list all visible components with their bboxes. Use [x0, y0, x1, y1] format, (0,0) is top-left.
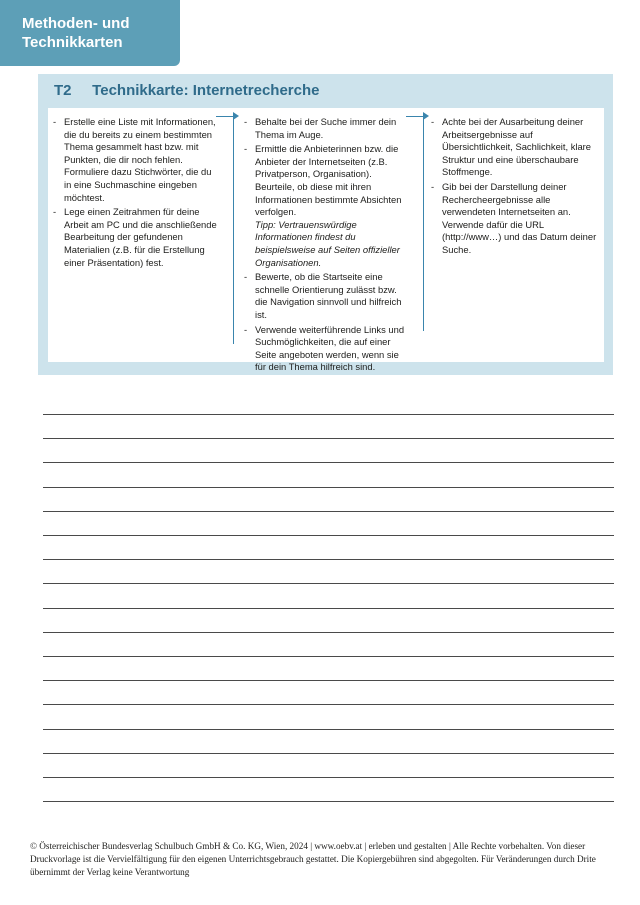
writing-line: [43, 777, 614, 778]
list-item: - Lege einen Zeitrahmen für deine Arbeit am PC und die anschließende Bearbeitung der gefundenen Materialien (z.B. für die Erstellung einer Präsentation) fest.: [52, 206, 220, 269]
section-tab-line1: Methoden- und: [22, 15, 130, 32]
writing-line: [43, 801, 614, 802]
list-item: - Erstelle eine Liste mit Informationen, die du bereits zu einem bestimmten Thema gesammelt hast bzw. mit Punkten, die dir noch fehlen. Formuliere dazu Stichwörter, die du in eine Suchmaschine eingeben möchtest.: [52, 116, 220, 204]
flow-arrow-2: [406, 116, 424, 331]
list-item: - Achte bei der Ausarbeitung deiner Arbeitsergebnisse auf Übersichtlichkeit, Sachlichkeit, klare Struktur und eine überschaubare Stoffmenge.: [430, 116, 598, 179]
list-item: - Gib bei der Darstellung deiner Rechercheergebnisse alle verwendeten Internetseiten an. Verwende dafür die URL (http://www…) und das Datum deiner Suche.: [430, 181, 598, 257]
writing-line: [43, 656, 614, 657]
writing-line: [43, 704, 614, 705]
writing-line: [43, 753, 614, 754]
arrowhead-icon: [423, 112, 429, 120]
list-item: - Bewerte, ob die Startseite eine schnelle Orientierung zulässt bzw. die Navigation sinnvoll und hilfreich ist.: [243, 271, 411, 321]
step-column-3: [430, 116, 598, 259]
writing-line: [43, 535, 614, 536]
card-code: T2: [54, 82, 72, 99]
writing-line: [43, 680, 614, 681]
writing-line: [43, 414, 614, 415]
section-tab: [0, 0, 180, 66]
list-item: [243, 143, 411, 269]
step-column-2: [243, 116, 411, 376]
copyright-footer: © Österreichischer Bundesverlag Schulbuch GmbH & Co. KG, Wien, 2024 | www.oebv.at | erleben und gestalten | Alle Rechte vorbehalten. Von dieser Druckvorlage ist die Vervielfältigung für den eigenen Unterrichtsgebrauch gestattet. Die Kopiergebühren sind abgegolten. Für Veränderungen durch Drite übernimmt der Verlag keine Verantwortung: [30, 841, 596, 877]
writing-line: [43, 438, 614, 439]
writing-line: [43, 608, 614, 609]
writing-line: [43, 462, 614, 463]
step-column-1: [52, 116, 220, 271]
list-item: - Verwende weiterführende Links und Suchmöglichkeiten, die auf einer Seite angeboten werden, wenn sie für dein Thema hilfreich sind.: [243, 324, 411, 374]
writing-line: [43, 511, 614, 512]
writing-line: [43, 583, 614, 584]
writing-line: [43, 632, 614, 633]
flow-arrow-1: [216, 116, 234, 344]
writing-line: [43, 729, 614, 730]
list-item: - Behalte bei der Suche immer dein Thema im Auge.: [243, 116, 411, 141]
card-title: [54, 82, 319, 99]
card-title-text: Technikkarte: Internetrecherche: [92, 82, 320, 99]
writing-line: [43, 559, 614, 560]
writing-line: [43, 487, 614, 488]
arrowhead-icon: [233, 112, 239, 120]
section-tab-line2: Technikkarten: [22, 34, 123, 51]
list-item-text: Ermittle die Anbieterinnen bzw. die Anbieter der Internetseiten (z.B. Privatperson, Organisation). Beurteile, ob diese mit ihren Informationen bestimmte Absichten verfolgen.: [255, 143, 402, 218]
tip-text: Tipp: Vertrauenswürdige Informationen findest du beispielsweise auf Seiten offizieller Organisationen.: [255, 218, 400, 268]
